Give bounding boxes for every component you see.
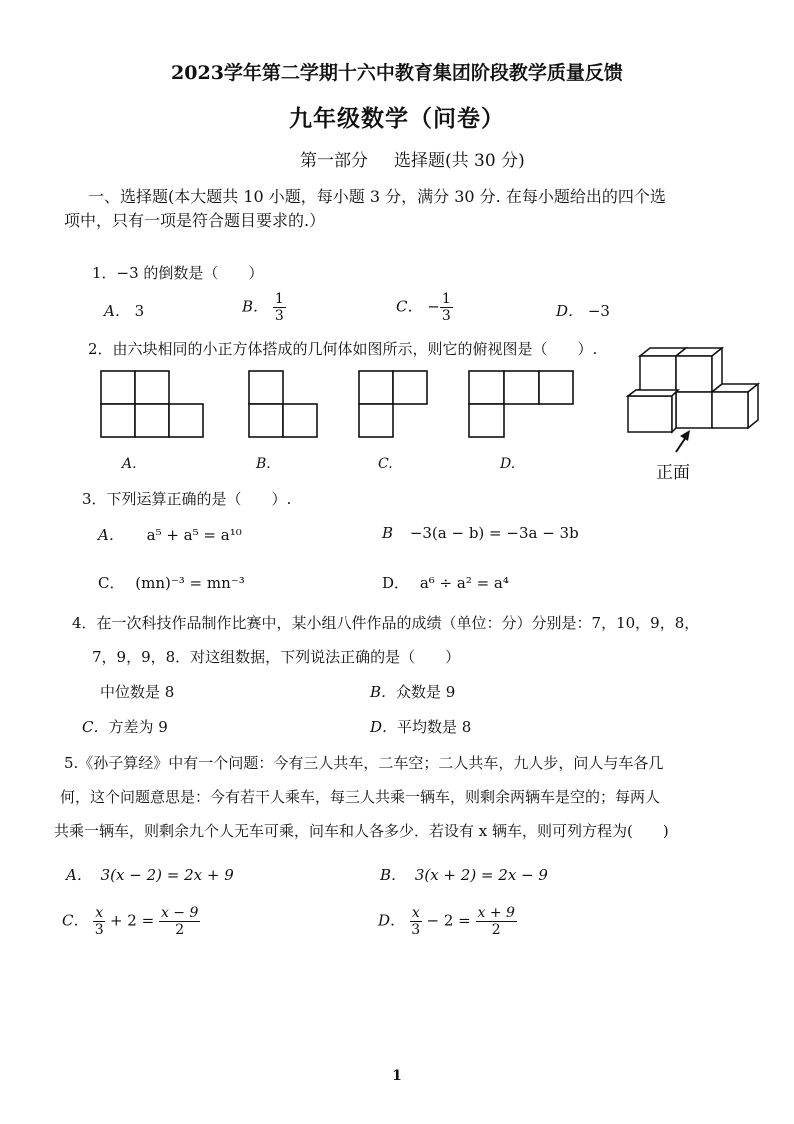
part-heading (300, 146, 525, 171)
cube-front-face (628, 396, 672, 432)
q1-stem: 1．−3 的倒数是（ ） (92, 264, 264, 282)
q3-option-b-label: B (382, 524, 394, 542)
part-heading-b: 选择题(共 30 分) (394, 151, 525, 171)
q4-option-b (370, 681, 455, 702)
q3-option-a-text: a⁵ + a⁵ = a¹⁰ (146, 526, 242, 544)
q4-option-d-label: D． (370, 718, 398, 736)
q2-b-square (249, 371, 283, 404)
q2-b-square (249, 404, 283, 437)
q5-option-a-text: 3(x − 2) = 2x + 9 (100, 866, 234, 884)
q2-a-square (135, 371, 169, 404)
q2-d-square (504, 371, 539, 404)
q5-d-frac2-den: 2 (491, 922, 501, 938)
q1-option-a-text: 3 (134, 302, 145, 320)
q2-label-d: D. (500, 456, 516, 472)
q1-option-b-fraction (273, 292, 286, 323)
q1-option-c (396, 292, 453, 323)
q5-c-frac2-num: x − 9 (160, 905, 199, 921)
q2-stem: 2．由六块相同的小正方体搭成的几何体如图所示，则它的俯视图是（ ）. (88, 340, 598, 358)
q3-option-a (98, 524, 242, 545)
q2-figure-c (358, 370, 430, 438)
q5-option-a-label: A． (66, 866, 92, 884)
cube-front-face (676, 356, 712, 392)
q2-a-square (169, 404, 203, 437)
q4-line1: 4．在一次科技作品制作比赛中，某小组八件作品的成绩（单位：分）分别是：7，10，9，8， (72, 614, 700, 632)
q2-a-square (135, 404, 169, 437)
q4-option-c-text: 方差为 9 (108, 718, 168, 736)
q5-option-d-mid: − 2 = (426, 911, 471, 930)
q3-option-d-label: D． (382, 574, 410, 592)
q3-option-d-text: a⁶ ÷ a² = a⁴ (419, 574, 509, 592)
q2-figure-d (468, 370, 574, 438)
q5-c-frac1-den: 3 (94, 922, 104, 938)
section-intro-line2: 项中，只有一项是符合题目要求的.） (64, 211, 326, 230)
q5-option-b (380, 864, 548, 885)
q2-figure-a (100, 370, 204, 438)
cube-top-face (628, 390, 678, 396)
q2-label-b: B. (256, 456, 271, 472)
q5-line1: 5.《孙子算经》中有一个问题：今有三人共车，二车空；二人共车，九人步，问人与车各几 (64, 754, 664, 772)
q2-c-square (393, 371, 427, 404)
exam-title: 2023学年第二学期十六中教育集团阶段教学质量反馈 (171, 62, 623, 84)
q5-option-d (378, 906, 517, 937)
q3-option-a-label: A． (98, 526, 124, 544)
q3-option-c-label: C． (98, 574, 125, 592)
q1-option-b-num: 1 (274, 291, 284, 307)
part-heading-a: 第一部分 (300, 151, 368, 171)
q2-d-square (469, 404, 504, 437)
q2-a-square (101, 371, 135, 404)
q1-option-b (242, 292, 286, 323)
q2-a-square (101, 404, 135, 437)
q3-option-c-text: (mn)⁻³ = mn⁻³ (135, 574, 245, 592)
q4-option-b-label: B． (370, 683, 397, 701)
q3-stem: 3．下列运算正确的是（ ）. (82, 490, 292, 508)
q1-option-b-den: 3 (274, 308, 284, 324)
q5-option-b-text: 3(x + 2) = 2x − 9 (414, 866, 548, 884)
q5-c-frac1-num: x (95, 905, 104, 921)
q1-option-a-label: A． (104, 302, 130, 320)
q2-cube-solid-figure (622, 344, 762, 454)
q2-c-square (359, 371, 393, 404)
q4-option-d-text: 平均数是 8 (397, 718, 472, 736)
q1-option-d-label: D． (556, 302, 584, 320)
cube-side-face (748, 384, 758, 428)
q1-option-c-label: C． (396, 297, 423, 316)
q5-option-d-label: D． (378, 911, 406, 930)
q5-option-c-mid: + 2 = (109, 911, 155, 930)
q5-option-a (66, 864, 234, 885)
q2-label-a: A. (122, 456, 137, 472)
q5-option-d-frac2 (476, 906, 517, 937)
q5-option-c-frac1 (93, 906, 105, 937)
q1-option-d (556, 300, 610, 321)
q3-option-b-text: −3(a − b) = −3a − 3b (409, 524, 579, 542)
q2-c-square (359, 404, 393, 437)
cube-front-face (712, 392, 748, 428)
cube-front-face (676, 392, 712, 428)
q1-option-c-num: 1 (441, 291, 451, 307)
q1-option-c-fraction (440, 292, 453, 323)
q5-d-frac1-num: x (411, 905, 420, 921)
section-intro-line1: 一、选择题(本大题共 10 小题，每小题 3 分，满分 30 分. 在每小题给出的四个选 (88, 187, 666, 206)
q4-option-c (82, 716, 168, 737)
q2-d-square (469, 371, 504, 404)
q1-option-d-text: −3 (587, 302, 610, 320)
q5-line3: 共乘一辆车，则剩余九个人无车可乘，问车和人各多少．若设有 x 辆车，则可列方程为( ) (54, 822, 669, 840)
q1-option-a (104, 300, 144, 321)
q5-option-c-label: C． (62, 911, 89, 930)
cube-front-face (640, 356, 676, 392)
q5-line2: 何，这个问题意思是：今有若干人乘车，每三人共乘一辆车，则剩余两辆车是空的；每两人 (60, 788, 661, 806)
q1-option-c-den: 3 (441, 308, 451, 324)
q2-label-c: C. (378, 456, 393, 472)
q5-d-frac1-den: 3 (411, 922, 421, 938)
q2-d-square (539, 371, 573, 404)
q4-option-a: 中位数是 8 (100, 683, 175, 701)
q4-option-b-text: 众数是 9 (396, 683, 456, 701)
q5-option-c-frac2 (159, 906, 200, 937)
q5-c-frac2-den: 2 (175, 922, 185, 938)
front-view-label: 正面 (656, 463, 690, 483)
q5-option-d-frac1 (410, 906, 422, 937)
q1-option-b-label: B． (242, 297, 269, 316)
q2-figure-b (248, 370, 320, 438)
q1-option-c-sign: − (427, 297, 440, 316)
q2-b-square (283, 404, 317, 437)
q4-option-c-label: C． (82, 718, 109, 736)
q4-option-d (370, 716, 471, 737)
exam-subtitle: 九年级数学（问卷） (289, 105, 505, 132)
q3-option-c (98, 572, 245, 593)
q5-option-c (62, 906, 200, 937)
cube-side-face (672, 392, 676, 432)
q3-option-d (382, 572, 509, 593)
q5-option-b-label: B． (380, 866, 407, 884)
page-number: 1 (392, 1068, 402, 1084)
q3-option-b (382, 524, 579, 542)
q4-line2: 7，9，9，8．对这组数据，下列说法正确的是（ ） (92, 648, 461, 666)
q5-d-frac2-num: x + 9 (477, 905, 515, 921)
